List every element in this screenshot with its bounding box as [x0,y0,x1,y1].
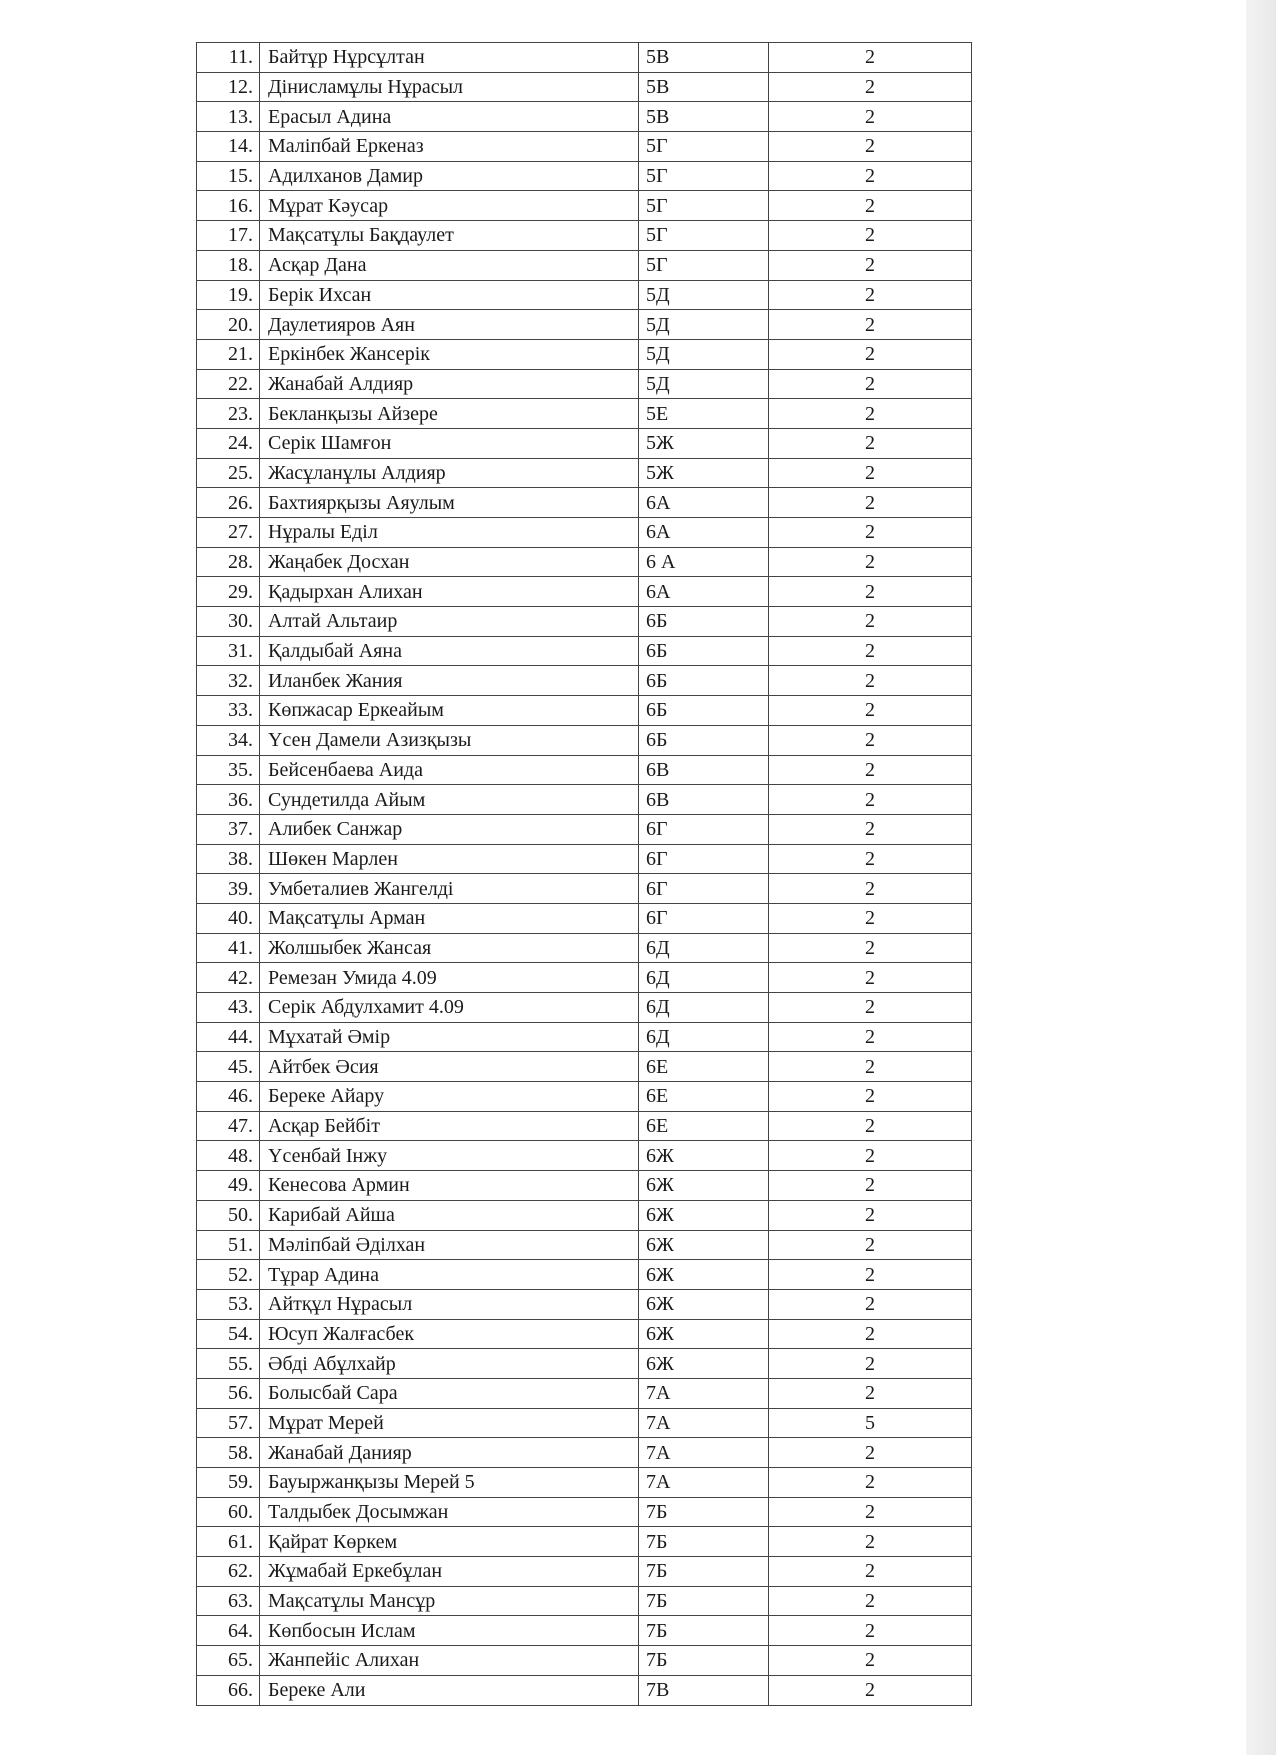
row-number-cell: 32. [197,666,260,696]
row-number-cell: 24. [197,428,260,458]
score-cell: 2 [769,1052,972,1082]
row-number-cell: 52. [197,1260,260,1290]
score-cell: 2 [769,72,972,102]
table-row [197,191,972,221]
score-cell: 2 [769,221,972,251]
table-row [197,1082,972,1112]
class-cell: 6Б [639,666,769,696]
score-cell: 2 [769,1557,972,1587]
row-number-cell: 21. [197,339,260,369]
table-row [197,250,972,280]
student-name-cell: Береке Айару [260,1082,639,1112]
row-number-cell: 17. [197,221,260,251]
score-cell: 2 [769,1289,972,1319]
row-number-cell: 42. [197,963,260,993]
class-cell: 6Ж [639,1349,769,1379]
table-row [197,1022,972,1052]
class-cell: 6Ж [639,1171,769,1201]
table-row [197,458,972,488]
student-name-cell: Көпжасар Еркеайым [260,696,639,726]
score-cell: 2 [769,1260,972,1290]
class-cell: 7А [639,1438,769,1468]
score-cell: 2 [769,1646,972,1676]
table-row [197,518,972,548]
row-number-cell: 47. [197,1111,260,1141]
class-cell: 6Е [639,1111,769,1141]
class-cell: 6Г [639,874,769,904]
class-cell: 6Ж [639,1200,769,1230]
table-row [197,310,972,340]
score-cell: 2 [769,547,972,577]
row-number-cell: 59. [197,1468,260,1498]
class-cell: 6Ж [639,1260,769,1290]
table-row [197,488,972,518]
table-row [197,1111,972,1141]
scanned-page-edge [1246,0,1276,1755]
class-cell: 6Ж [639,1289,769,1319]
student-name-cell: Үсенбай Інжу [260,1141,639,1171]
student-name-cell: Маліпбай Еркеназ [260,132,639,162]
table-row [197,399,972,429]
table-row [197,1557,972,1587]
student-name-cell: Алибек Санжар [260,814,639,844]
class-cell: 7А [639,1378,769,1408]
table-row [197,1141,972,1171]
score-cell: 2 [769,102,972,132]
student-name-cell: Ремезан Умида 4.09 [260,963,639,993]
table-row [197,666,972,696]
table-row [197,903,972,933]
table-row [197,814,972,844]
row-number-cell: 53. [197,1289,260,1319]
roster-body [197,43,972,1706]
student-name-cell: Юсуп Жалғасбек [260,1319,639,1349]
score-cell: 2 [769,577,972,607]
table-row [197,428,972,458]
score-cell: 2 [769,458,972,488]
row-number-cell: 23. [197,399,260,429]
table-row [197,369,972,399]
score-cell: 2 [769,280,972,310]
score-cell: 2 [769,1616,972,1646]
student-name-cell: Шөкен Марлен [260,844,639,874]
student-name-cell: Жаңабек Досхан [260,547,639,577]
row-number-cell: 26. [197,488,260,518]
row-number-cell: 18. [197,250,260,280]
row-number-cell: 43. [197,993,260,1023]
row-number-cell: 19. [197,280,260,310]
class-cell: 6Б [639,696,769,726]
table-row [197,725,972,755]
class-cell: 6Д [639,993,769,1023]
row-number-cell: 58. [197,1438,260,1468]
table-row [197,1319,972,1349]
row-number-cell: 20. [197,310,260,340]
class-cell: 7Б [639,1586,769,1616]
student-name-cell: Айтбек Әсия [260,1052,639,1082]
class-cell: 5Г [639,191,769,221]
student-name-cell: Дінисламұлы Нұрасыл [260,72,639,102]
class-cell: 5Ж [639,458,769,488]
score-cell: 2 [769,518,972,548]
student-name-cell: Бейсенбаева Аида [260,755,639,785]
row-number-cell: 65. [197,1646,260,1676]
score-cell: 2 [769,874,972,904]
student-name-cell: Асқар Дана [260,250,639,280]
score-cell: 2 [769,933,972,963]
class-cell: 5Д [639,280,769,310]
student-name-cell: Әбді Абұлхайр [260,1349,639,1379]
class-cell: 6А [639,488,769,518]
class-cell: 6Г [639,814,769,844]
score-cell: 2 [769,1319,972,1349]
score-cell: 2 [769,1438,972,1468]
row-number-cell: 28. [197,547,260,577]
score-cell: 2 [769,369,972,399]
row-number-cell: 44. [197,1022,260,1052]
row-number-cell: 55. [197,1349,260,1379]
table-row [197,547,972,577]
table-row [197,1675,972,1705]
row-number-cell: 31. [197,636,260,666]
row-number-cell: 46. [197,1082,260,1112]
row-number-cell: 60. [197,1497,260,1527]
student-name-cell: Мәліпбай Әділхан [260,1230,639,1260]
class-cell: 6Б [639,725,769,755]
class-cell: 5Г [639,161,769,191]
row-number-cell: 50. [197,1200,260,1230]
table-row [197,1408,972,1438]
class-cell: 6А [639,518,769,548]
table-row [197,161,972,191]
row-number-cell: 14. [197,132,260,162]
class-cell: 7Б [639,1497,769,1527]
student-name-cell: Үсен Дамели Азизқызы [260,725,639,755]
class-cell: 6Е [639,1082,769,1112]
table-row [197,1230,972,1260]
table-row [197,1200,972,1230]
row-number-cell: 61. [197,1527,260,1557]
score-cell: 2 [769,488,972,518]
student-name-cell: Мақсатұлы Арман [260,903,639,933]
class-cell: 6В [639,785,769,815]
class-cell: 5В [639,72,769,102]
table-row [197,1260,972,1290]
class-cell: 7В [639,1675,769,1705]
class-cell: 5Е [639,399,769,429]
student-name-cell: Ерасыл Адина [260,102,639,132]
student-name-cell: Айтқұл Нұрасыл [260,1289,639,1319]
class-cell: 7Б [639,1616,769,1646]
table-row [197,1052,972,1082]
score-cell: 5 [769,1408,972,1438]
score-cell: 2 [769,1586,972,1616]
score-cell: 2 [769,696,972,726]
table-row [197,132,972,162]
student-name-cell: Мұрат Мерей [260,1408,639,1438]
row-number-cell: 48. [197,1141,260,1171]
class-cell: 5В [639,43,769,73]
row-number-cell: 66. [197,1675,260,1705]
table-row [197,993,972,1023]
score-cell: 2 [769,1468,972,1498]
score-cell: 2 [769,993,972,1023]
row-number-cell: 56. [197,1378,260,1408]
table-row [197,43,972,73]
student-name-cell: Мұрат Кәусар [260,191,639,221]
student-name-cell: Даулетияров Аян [260,310,639,340]
row-number-cell: 63. [197,1586,260,1616]
score-cell: 2 [769,963,972,993]
student-name-cell: Алтай Альтаир [260,607,639,637]
row-number-cell: 35. [197,755,260,785]
score-cell: 2 [769,785,972,815]
student-name-cell: Қадырхан Алихан [260,577,639,607]
class-cell: 6Г [639,844,769,874]
score-cell: 2 [769,339,972,369]
student-name-cell: Жұмабай Еркебұлан [260,1557,639,1587]
class-cell: 5Д [639,369,769,399]
score-cell: 2 [769,1171,972,1201]
class-cell: 6 А [639,547,769,577]
student-name-cell: Қалдыбай Аяна [260,636,639,666]
class-cell: 6Д [639,1022,769,1052]
table-row [197,102,972,132]
table-row [197,577,972,607]
student-name-cell: Серік Абдулхамит 4.09 [260,993,639,1023]
row-number-cell: 25. [197,458,260,488]
score-cell: 2 [769,903,972,933]
score-cell: 2 [769,428,972,458]
table-row [197,607,972,637]
row-number-cell: 37. [197,814,260,844]
table-row [197,963,972,993]
row-number-cell: 41. [197,933,260,963]
row-number-cell: 13. [197,102,260,132]
class-cell: 6А [639,577,769,607]
row-number-cell: 54. [197,1319,260,1349]
student-name-cell: Қайрат Көркем [260,1527,639,1557]
score-cell: 2 [769,399,972,429]
row-number-cell: 29. [197,577,260,607]
student-roster-table [196,42,972,1706]
row-number-cell: 15. [197,161,260,191]
score-cell: 2 [769,1527,972,1557]
table-row [197,1438,972,1468]
student-name-cell: Мұхатай Әмір [260,1022,639,1052]
table-row [197,221,972,251]
student-name-cell: Нұралы Еділ [260,518,639,548]
class-cell: 6Д [639,933,769,963]
score-cell: 2 [769,1022,972,1052]
student-name-cell: Жанпейіс Алихан [260,1646,639,1676]
table-row [197,755,972,785]
score-cell: 2 [769,844,972,874]
class-cell: 6Д [639,963,769,993]
score-cell: 2 [769,1497,972,1527]
class-cell: 6Ж [639,1230,769,1260]
table-row [197,1646,972,1676]
student-name-cell: Жанабай Алдияр [260,369,639,399]
student-name-cell: Жасұланұлы Алдияр [260,458,639,488]
class-cell: 5Г [639,132,769,162]
table-row [197,72,972,102]
score-cell: 2 [769,132,972,162]
student-name-cell: Адилханов Дамир [260,161,639,191]
student-name-cell: Болысбай Сара [260,1378,639,1408]
table-row [197,844,972,874]
table-row [197,1586,972,1616]
score-cell: 2 [769,1200,972,1230]
table-row [197,1468,972,1498]
table-row [197,785,972,815]
class-cell: 6Г [639,903,769,933]
table-row [197,1616,972,1646]
student-name-cell: Сундетилда Айым [260,785,639,815]
score-cell: 2 [769,161,972,191]
student-name-cell: Бекланқызы Айзере [260,399,639,429]
class-cell: 6Б [639,636,769,666]
row-number-cell: 64. [197,1616,260,1646]
class-cell: 5В [639,102,769,132]
score-cell: 2 [769,1230,972,1260]
class-cell: 7А [639,1468,769,1498]
student-name-cell: Берік Ихсан [260,280,639,310]
class-cell: 6Б [639,607,769,637]
score-cell: 2 [769,814,972,844]
score-cell: 2 [769,1082,972,1112]
class-cell: 6В [639,755,769,785]
score-cell: 2 [769,310,972,340]
student-name-cell: Карибай Айша [260,1200,639,1230]
score-cell: 2 [769,1675,972,1705]
score-cell: 2 [769,755,972,785]
student-name-cell: Серік Шамғон [260,428,639,458]
student-name-cell: Бахтиярқызы Аяулым [260,488,639,518]
class-cell: 5Г [639,221,769,251]
student-name-cell: Байтұр Нұрсұлтан [260,43,639,73]
score-cell: 2 [769,1378,972,1408]
row-number-cell: 36. [197,785,260,815]
row-number-cell: 27. [197,518,260,548]
table-row [197,933,972,963]
row-number-cell: 30. [197,607,260,637]
score-cell: 2 [769,1349,972,1379]
score-cell: 2 [769,1111,972,1141]
table-row [197,696,972,726]
class-cell: 6Ж [639,1319,769,1349]
table-row [197,874,972,904]
table-row [197,1349,972,1379]
score-cell: 2 [769,43,972,73]
row-number-cell: 22. [197,369,260,399]
score-cell: 2 [769,1141,972,1171]
table-row [197,1527,972,1557]
student-name-cell: Кенесова Армин [260,1171,639,1201]
row-number-cell: 51. [197,1230,260,1260]
score-cell: 2 [769,725,972,755]
row-number-cell: 57. [197,1408,260,1438]
row-number-cell: 34. [197,725,260,755]
student-name-cell: Умбеталиев Жангелді [260,874,639,904]
row-number-cell: 45. [197,1052,260,1082]
table-row [197,1497,972,1527]
score-cell: 2 [769,191,972,221]
score-cell: 2 [769,250,972,280]
score-cell: 2 [769,636,972,666]
student-name-cell: Көпбосын Ислам [260,1616,639,1646]
student-name-cell: Мақсатұлы Мансұр [260,1586,639,1616]
student-name-cell: Мақсатұлы Бақдаулет [260,221,639,251]
class-cell: 6Е [639,1052,769,1082]
student-name-cell: Асқар Бейбіт [260,1111,639,1141]
table-row [197,1289,972,1319]
table-row [197,1378,972,1408]
score-cell: 2 [769,607,972,637]
class-cell: 7А [639,1408,769,1438]
row-number-cell: 11. [197,43,260,73]
table-row [197,636,972,666]
row-number-cell: 12. [197,72,260,102]
row-number-cell: 62. [197,1557,260,1587]
row-number-cell: 49. [197,1171,260,1201]
class-cell: 7Б [639,1646,769,1676]
class-cell: 5Ж [639,428,769,458]
class-cell: 7Б [639,1557,769,1587]
student-name-cell: Тұрар Адина [260,1260,639,1290]
student-name-cell: Бауыржанқызы Мерей 5 [260,1468,639,1498]
student-name-cell: Жолшыбек Жансая [260,933,639,963]
row-number-cell: 40. [197,903,260,933]
class-cell: 5Д [639,339,769,369]
class-cell: 5Г [639,250,769,280]
table-row [197,1171,972,1201]
student-name-cell: Талдыбек Досымжан [260,1497,639,1527]
class-cell: 7Б [639,1527,769,1557]
row-number-cell: 33. [197,696,260,726]
class-cell: 6Ж [639,1141,769,1171]
score-cell: 2 [769,666,972,696]
row-number-cell: 16. [197,191,260,221]
row-number-cell: 39. [197,874,260,904]
student-name-cell: Жанабай Данияр [260,1438,639,1468]
student-name-cell: Еркінбек Жансерік [260,339,639,369]
student-name-cell: Иланбек Жания [260,666,639,696]
table-row [197,339,972,369]
class-cell: 5Д [639,310,769,340]
student-name-cell: Береке Али [260,1675,639,1705]
table-row [197,280,972,310]
row-number-cell: 38. [197,844,260,874]
